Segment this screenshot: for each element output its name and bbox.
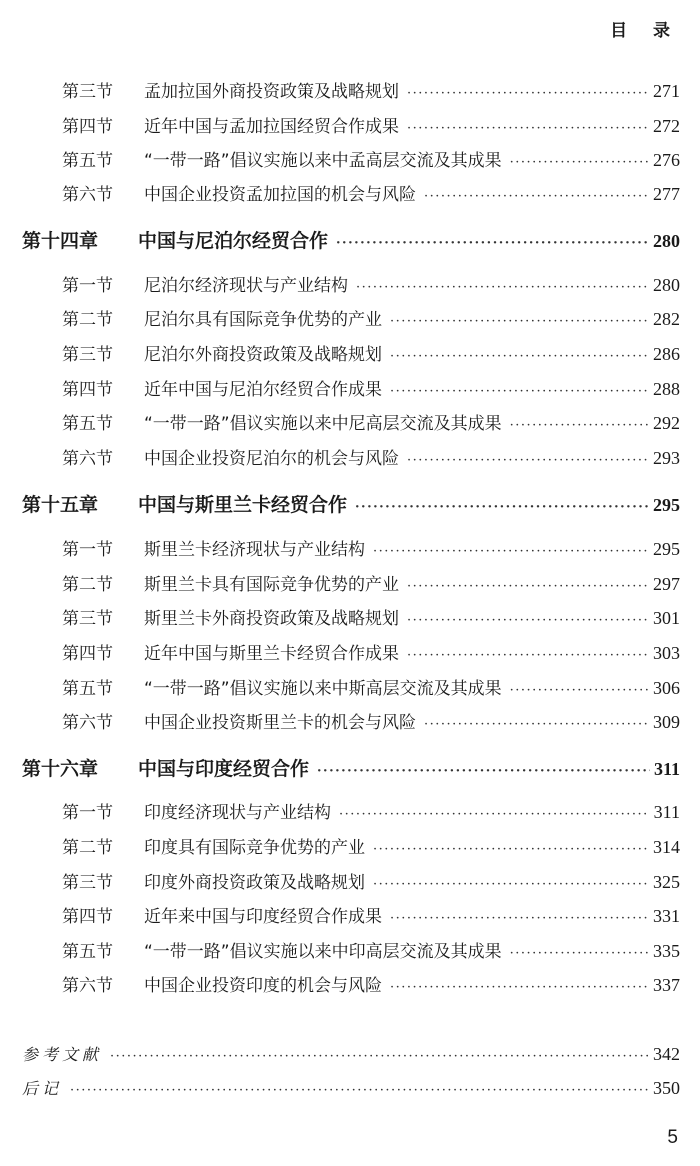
toc-entry-label: 第五节: [62, 414, 113, 434]
toc-entry-label: 第四节: [62, 907, 113, 927]
toc-dot-leader: [70, 1083, 649, 1098]
toc-entry-page: 297: [653, 574, 680, 594]
running-title: 目 录: [610, 21, 680, 41]
toc-dot-leader: [390, 911, 649, 926]
toc-entry-label: 第四节: [62, 644, 113, 664]
toc-dot-leader: [510, 946, 649, 961]
toc-section-entry[interactable]: [62, 798, 680, 828]
toc-dot-leader: [510, 418, 649, 433]
toc-section-entry[interactable]: [62, 708, 680, 738]
toc-entry-title: 孟加拉国外商投资政策及战略规划: [144, 82, 399, 102]
toc-entry-label: 第一节: [62, 540, 113, 560]
toc-dot-leader: [407, 453, 649, 468]
toc-entry-page: 350: [653, 1078, 680, 1098]
toc-entry-label: 第五节: [62, 151, 113, 171]
toc-backmatter-entry[interactable]: [22, 1042, 680, 1072]
toc-section-entry[interactable]: [62, 444, 680, 474]
toc-dot-leader: [424, 717, 649, 732]
toc-entry-title: “一带一路”倡议实施以来中印高层交流及其成果: [144, 942, 502, 962]
toc-entry-page: 293: [653, 448, 680, 468]
toc-backmatter-entry[interactable]: [22, 1076, 680, 1106]
toc-dot-leader: [373, 544, 649, 559]
toc-dot-leader: [510, 155, 649, 170]
toc-entry-title: 近年中国与孟加拉国经贸合作成果: [144, 117, 399, 137]
toc-dot-leader: [424, 189, 649, 204]
toc-entry-title: 斯里兰卡具有国际竞争优势的产业: [144, 575, 399, 595]
toc-chapter-entry[interactable]: [22, 490, 680, 520]
toc-entry-page: 271: [653, 81, 680, 101]
toc-entry-title: 印度具有国际竞争优势的产业: [144, 838, 365, 858]
toc-chapter-entry[interactable]: [22, 754, 680, 784]
toc-entry-page: 331: [653, 906, 680, 926]
toc-entry-page: 301: [653, 608, 680, 628]
toc-entry-title: 中国企业投资印度的机会与风险: [144, 976, 382, 996]
toc-entry-page: 314: [653, 837, 680, 857]
toc-entry-page: 277: [653, 184, 680, 204]
toc-section-entry[interactable]: [62, 146, 680, 176]
toc-entry-page: 342: [653, 1044, 680, 1064]
toc-section-entry[interactable]: [62, 868, 680, 898]
toc-entry-title: 斯里兰卡经济现状与产业结构: [144, 540, 365, 560]
toc-dot-leader: [110, 1049, 649, 1064]
toc-entry-label: 第三节: [62, 82, 113, 102]
toc-entry-title: 尼泊尔经济现状与产业结构: [144, 276, 348, 296]
toc-section-entry[interactable]: [62, 535, 680, 565]
toc-dot-leader: [356, 280, 649, 295]
toc-dot-leader: [390, 384, 649, 399]
toc-entry-title: 尼泊尔外商投资政策及战略规划: [144, 345, 382, 365]
toc-dot-leader: [390, 980, 649, 995]
toc-section-entry[interactable]: [62, 971, 680, 1001]
toc-entry-page: 292: [653, 413, 680, 433]
toc-entry-label: 第十六章: [22, 758, 99, 780]
toc-entry-page: 280: [653, 275, 680, 295]
toc-section-entry[interactable]: [62, 409, 680, 439]
toc-entry-title: “一带一路”倡议实施以来中孟高层交流及其成果: [144, 151, 502, 171]
toc-entry-title: 参考文献: [22, 1045, 103, 1064]
toc-section-entry[interactable]: [62, 604, 680, 634]
toc-dot-leader: [407, 613, 649, 628]
toc-entry-title: 中国企业投资孟加拉国的机会与风险: [144, 185, 416, 205]
toc-entry-page: 276: [653, 150, 680, 170]
toc-entry-page: 272: [653, 116, 680, 136]
toc-section-entry[interactable]: [62, 180, 680, 210]
toc-dot-leader: [317, 764, 650, 779]
toc-entry-page: 295: [653, 495, 680, 515]
toc-entry-page: 280: [653, 231, 680, 251]
toc-entry-label: 第三节: [62, 873, 113, 893]
toc-entry-page: 337: [653, 975, 680, 995]
toc-entry-label: 第五节: [62, 679, 113, 699]
toc-dot-leader: [407, 648, 649, 663]
toc-entry-label: 第六节: [62, 185, 113, 205]
toc-entry-label: 第一节: [62, 276, 113, 296]
toc-entry-page: 335: [653, 941, 680, 961]
toc-section-entry[interactable]: [62, 570, 680, 600]
toc-section-entry[interactable]: [62, 305, 680, 335]
toc-entry-label: 第三节: [62, 609, 113, 629]
toc-entry-title: 后记: [22, 1079, 63, 1098]
toc-entry-label: 第十五章: [22, 494, 99, 516]
page-number: 5: [667, 1127, 678, 1148]
toc-entry-page: 309: [653, 712, 680, 732]
toc-section-entry[interactable]: [62, 937, 680, 967]
toc-entry-label: 第二节: [62, 838, 113, 858]
toc-entry-title: 印度外商投资政策及战略规划: [144, 873, 365, 893]
toc-entry-title: 尼泊尔具有国际竞争优势的产业: [144, 310, 382, 330]
toc-entry-title: 近年来中国与印度经贸合作成果: [144, 907, 382, 927]
toc-section-entry[interactable]: [62, 902, 680, 932]
toc-dot-leader: [339, 807, 650, 822]
toc-entry-label: 第十四章: [22, 230, 99, 252]
toc-dot-leader: [510, 683, 649, 698]
toc-section-entry[interactable]: [62, 340, 680, 370]
toc-entry-page: 286: [653, 344, 680, 364]
toc-dot-leader: [407, 579, 649, 594]
toc-entry-label: 第二节: [62, 310, 113, 330]
toc-entry-page: 311: [653, 802, 680, 822]
toc-entry-page: 282: [653, 309, 680, 329]
toc-dot-leader: [407, 86, 649, 101]
toc-entry-label: 第五节: [62, 942, 113, 962]
toc-entry-page: 303: [653, 643, 680, 663]
toc-entry-page: 288: [653, 379, 680, 399]
toc-entry-title: 近年中国与尼泊尔经贸合作成果: [144, 380, 382, 400]
toc-entry-page: 295: [653, 539, 680, 559]
toc-section-entry[interactable]: [62, 639, 680, 669]
toc-section-entry[interactable]: [62, 77, 680, 107]
toc-entry-label: 第三节: [62, 345, 113, 365]
toc-dot-leader: [373, 842, 649, 857]
toc-dot-leader: [373, 877, 649, 892]
toc-section-entry[interactable]: [62, 833, 680, 863]
toc-entry-label: 第一节: [62, 803, 113, 823]
toc-dot-leader: [390, 314, 649, 329]
toc-dot-leader: [407, 121, 649, 136]
toc-entry-label: 第四节: [62, 380, 113, 400]
toc-entry-label: 第二节: [62, 575, 113, 595]
toc-section-entry[interactable]: [62, 674, 680, 704]
toc-entry-label: 第六节: [62, 449, 113, 469]
toc-dot-leader: [355, 500, 649, 515]
toc-entry-page: 311: [653, 759, 680, 779]
toc-entry-title: 中国与印度经贸合作: [138, 758, 310, 780]
toc-entry-page: 306: [653, 678, 680, 698]
toc-entry-title: 印度经济现状与产业结构: [144, 803, 331, 823]
toc-entry-title: “一带一路”倡议实施以来中尼高层交流及其成果: [144, 414, 502, 434]
toc-entry-page: 325: [653, 872, 680, 892]
toc-entry-label: 第四节: [62, 117, 113, 137]
toc-section-entry[interactable]: [62, 271, 680, 301]
toc-entry-title: 中国企业投资尼泊尔的机会与风险: [144, 449, 399, 469]
toc-entry-label: 第六节: [62, 976, 113, 996]
toc-section-entry[interactable]: [62, 375, 680, 405]
toc-entry-title: 中国与斯里兰卡经贸合作: [138, 494, 348, 516]
toc-entry-title: 斯里兰卡外商投资政策及战略规划: [144, 609, 399, 629]
toc-entry-title: 中国与尼泊尔经贸合作: [138, 230, 329, 252]
toc-entry-title: 中国企业投资斯里兰卡的机会与风险: [144, 713, 416, 733]
toc-entry-label: 第六节: [62, 713, 113, 733]
toc-chapter-entry[interactable]: [22, 226, 680, 256]
toc-entry-title: 近年中国与斯里兰卡经贸合作成果: [144, 644, 399, 664]
toc-dot-leader: [336, 236, 649, 251]
toc-section-entry[interactable]: [62, 112, 680, 142]
toc-dot-leader: [390, 349, 649, 364]
toc-entry-title: “一带一路”倡议实施以来中斯高层交流及其成果: [144, 679, 502, 699]
